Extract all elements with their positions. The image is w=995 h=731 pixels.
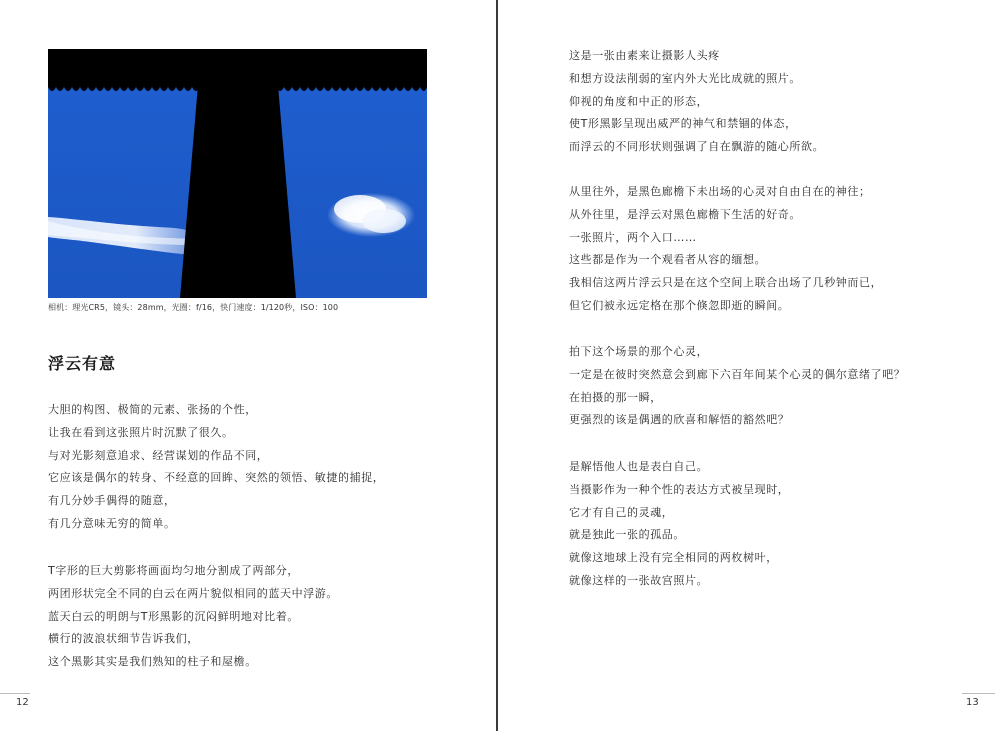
photo: [48, 49, 427, 298]
text-line: 大胆的构图、极简的元素、张扬的个性，: [48, 403, 257, 416]
page-number-rule: [0, 693, 30, 694]
text-line: 这个黑影其实是我们熟知的柱子和屋檐。: [48, 655, 257, 669]
text-line: 从外往里，是浮云对黑色廊檐下生活的好奇。: [569, 207, 801, 221]
text-line: 与对光影刻意追求、经营谋划的作品不同，: [48, 448, 269, 462]
text-line: 当摄影作为一种个性的表达方式被呈现时，: [569, 482, 790, 496]
text-line: 拍下这个场景的那个心灵，: [569, 345, 709, 358]
text-line: 有几分妙手偶得的随意，: [48, 494, 176, 508]
text-line: 这些都是作为一个观看者从容的缅想。: [569, 253, 767, 267]
article-title: 浮云有意: [48, 354, 117, 373]
text-line: 一张照片，两个入口……: [569, 230, 697, 244]
text-line: 更强烈的该是偶遇的欣喜和解悟的豁然吧？: [569, 413, 790, 427]
text-line: 是解悟他人也是表白自己。: [569, 460, 709, 473]
left-page: [0, 0, 497, 731]
page-number-rule: [962, 693, 995, 694]
text-line: 就是独此一张的孤品。: [569, 528, 685, 542]
text-line: 这是一张由素来让摄影人头疼: [569, 49, 720, 62]
text-line: 从里往外，是黑色廊檐下未出场的心灵对自由自在的神往；: [569, 185, 871, 198]
page-number-right: 13: [966, 697, 979, 708]
right-paragraph-1: [569, 45, 824, 159]
right-paragraph-3: [569, 341, 905, 432]
right-paragraph-4: [569, 456, 789, 593]
text-line: 但它们被永远定格在那个倏忽即逝的瞬间。: [569, 298, 790, 312]
text-line: 它才有自己的灵魂，: [569, 505, 674, 519]
right-paragraph-2: [569, 181, 882, 318]
text-line: 和想方设法削弱的室内外大光比成就的照片。: [569, 71, 801, 85]
text-line: T字形的巨大剪影将画面均匀地分割成了两部分，: [48, 564, 299, 577]
photo-t-shape-sky: [48, 49, 427, 298]
text-line: 使T形黑影呈现出威严的神气和禁锢的体态，: [569, 117, 797, 131]
page-number-left: 12: [16, 697, 29, 708]
text-line: 就像这地球上没有完全相同的两枚树叶，: [569, 551, 778, 565]
text-line: 蓝天白云的明朗与T形黑影的沉闷鲜明地对比着。: [48, 609, 299, 623]
text-line: 它应该是偶尔的转身、不经意的回眸、突然的领悟、敏捷的捕捉，: [48, 471, 385, 485]
text-line: 有几分意味无穷的简单。: [48, 516, 176, 530]
text-line: 在拍摄的那一瞬，: [569, 390, 662, 404]
text-line: 横行的波浪状细节告诉我们，: [48, 632, 199, 646]
text-line: 两团形状完全不同的白云在两片貌似相同的蓝天中浮游。: [48, 586, 338, 600]
photo-caption: 相机：理光CR5，镜头：28mm，光圈：f/16，快门速度：1/120秒，ISO：100: [48, 303, 339, 312]
text-line: 让我在看到这张照片时沉默了很久。: [48, 425, 234, 439]
left-paragraph-1: [48, 399, 384, 536]
text-line: 一定是在彼时突然意会到廊下六百年间某个心灵的偶尔意绪了吧？: [569, 367, 906, 381]
text-line: 仰视的角度和中正的形态，: [569, 94, 709, 108]
left-paragraph-2: [48, 560, 338, 674]
text-line: 而浮云的不同形状则强调了自在飘游的随心所欲。: [569, 140, 825, 154]
text-line: 就像这样的一张故宫照片。: [569, 573, 709, 587]
text-line: 我相信这两片浮云只是在这个空间上联合出场了几秒钟而已，: [569, 276, 883, 290]
